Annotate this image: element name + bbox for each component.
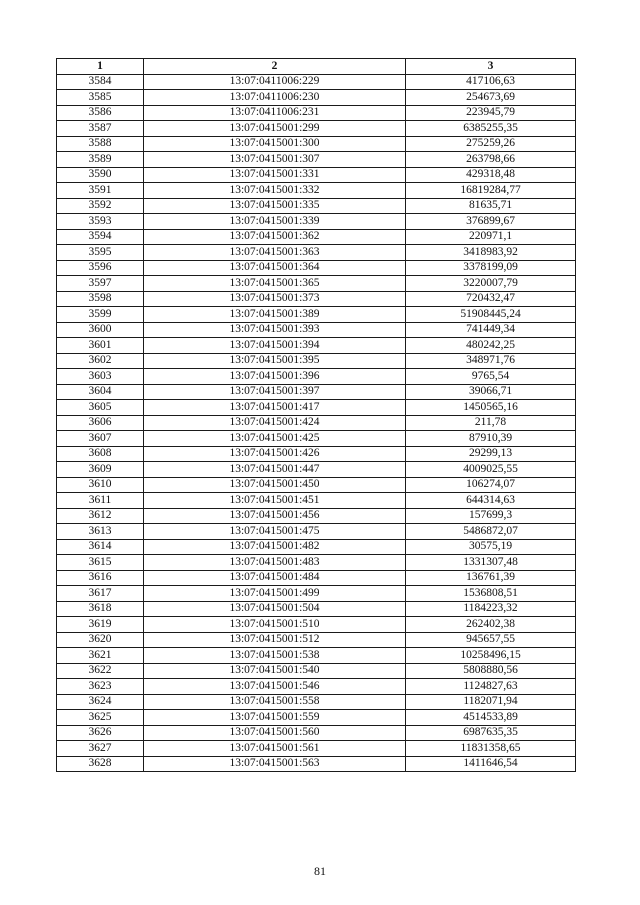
table-row [57, 555, 576, 571]
row-number-cell: 3610 [57, 477, 144, 493]
cadastral-number-cell: 13:07:0415001:546 [144, 679, 406, 695]
value-cell: 220971,1 [406, 229, 576, 245]
row-number-cell: 3618 [57, 601, 144, 617]
cadastral-number-cell: 13:07:0415001:560 [144, 725, 406, 741]
row-number-cell: 3587 [57, 121, 144, 137]
table-row [57, 338, 576, 354]
value-cell: 348971,76 [406, 353, 576, 369]
row-number-cell: 3624 [57, 694, 144, 710]
value-cell: 136761,39 [406, 570, 576, 586]
table-row [57, 415, 576, 431]
table-row [57, 632, 576, 648]
value-cell: 720432,47 [406, 291, 576, 307]
value-cell: 106274,07 [406, 477, 576, 493]
cadastral-number-cell: 13:07:0415001:504 [144, 601, 406, 617]
row-number-cell: 3622 [57, 663, 144, 679]
table-row [57, 353, 576, 369]
table-row [57, 663, 576, 679]
value-cell: 376899,67 [406, 214, 576, 230]
table-body [57, 74, 576, 772]
table-row [57, 431, 576, 447]
cadastral-number-cell: 13:07:0415001:450 [144, 477, 406, 493]
row-number-cell: 3603 [57, 369, 144, 385]
table-row [57, 198, 576, 214]
cadastral-number-cell: 13:07:0415001:332 [144, 183, 406, 199]
value-cell: 51908445,24 [406, 307, 576, 323]
cadastral-number-cell: 13:07:0415001:540 [144, 663, 406, 679]
row-number-cell: 3585 [57, 90, 144, 106]
cadastral-value-table [56, 58, 576, 772]
value-cell: 39066,71 [406, 384, 576, 400]
table-row [57, 307, 576, 323]
value-cell: 157699,3 [406, 508, 576, 524]
cadastral-number-cell: 13:07:0415001:307 [144, 152, 406, 168]
table-row [57, 446, 576, 462]
row-number-cell: 3601 [57, 338, 144, 354]
row-number-cell: 3600 [57, 322, 144, 338]
table-row [57, 493, 576, 509]
row-number-cell: 3617 [57, 586, 144, 602]
value-cell: 263798,66 [406, 152, 576, 168]
value-cell: 6385255,35 [406, 121, 576, 137]
row-number-cell: 3586 [57, 105, 144, 121]
cadastral-number-cell: 13:07:0415001:559 [144, 710, 406, 726]
table-row [57, 121, 576, 137]
row-number-cell: 3619 [57, 617, 144, 633]
value-cell: 81635,71 [406, 198, 576, 214]
cadastral-number-cell: 13:07:0411006:230 [144, 90, 406, 106]
value-cell: 1184223,32 [406, 601, 576, 617]
cadastral-number-cell: 13:07:0411006:231 [144, 105, 406, 121]
value-cell: 275259,26 [406, 136, 576, 152]
table-row [57, 741, 576, 757]
value-cell: 223945,79 [406, 105, 576, 121]
row-number-cell: 3599 [57, 307, 144, 323]
cadastral-number-cell: 13:07:0415001:483 [144, 555, 406, 571]
cadastral-number-cell: 13:07:0415001:397 [144, 384, 406, 400]
column-header-2: 2 [144, 59, 406, 75]
cadastral-number-cell: 13:07:0415001:396 [144, 369, 406, 385]
cadastral-number-cell: 13:07:0415001:510 [144, 617, 406, 633]
row-number-cell: 3597 [57, 276, 144, 292]
cadastral-number-cell: 13:07:0415001:389 [144, 307, 406, 323]
table-row [57, 679, 576, 695]
row-number-cell: 3605 [57, 400, 144, 416]
cadastral-number-cell: 13:07:0415001:394 [144, 338, 406, 354]
row-number-cell: 3596 [57, 260, 144, 276]
cadastral-number-cell: 13:07:0415001:417 [144, 400, 406, 416]
value-cell: 30575,19 [406, 539, 576, 555]
cadastral-number-cell: 13:07:0415001:424 [144, 415, 406, 431]
cadastral-number-cell: 13:07:0415001:538 [144, 648, 406, 664]
row-number-cell: 3611 [57, 493, 144, 509]
cadastral-number-cell: 13:07:0415001:425 [144, 431, 406, 447]
value-cell: 1450565,16 [406, 400, 576, 416]
table-row [57, 586, 576, 602]
row-number-cell: 3589 [57, 152, 144, 168]
cadastral-number-cell: 13:07:0415001:365 [144, 276, 406, 292]
value-cell: 1182071,94 [406, 694, 576, 710]
table-row [57, 648, 576, 664]
row-number-cell: 3594 [57, 229, 144, 245]
column-header-1: 1 [57, 59, 144, 75]
table-row [57, 105, 576, 121]
table-row [57, 214, 576, 230]
cadastral-number-cell: 13:07:0415001:456 [144, 508, 406, 524]
cadastral-number-cell: 13:07:0415001:395 [144, 353, 406, 369]
table-row [57, 400, 576, 416]
value-cell: 11831358,65 [406, 741, 576, 757]
cadastral-number-cell: 13:07:0415001:482 [144, 539, 406, 555]
row-number-cell: 3616 [57, 570, 144, 586]
table-row [57, 369, 576, 385]
table-row [57, 74, 576, 90]
value-cell: 3378199,09 [406, 260, 576, 276]
cadastral-number-cell: 13:07:0411006:229 [144, 74, 406, 90]
table-row [57, 694, 576, 710]
value-cell: 3220007,79 [406, 276, 576, 292]
row-number-cell: 3613 [57, 524, 144, 540]
row-number-cell: 3608 [57, 446, 144, 462]
row-number-cell: 3615 [57, 555, 144, 571]
value-cell: 480242,25 [406, 338, 576, 354]
cadastral-number-cell: 13:07:0415001:364 [144, 260, 406, 276]
cadastral-number-cell: 13:07:0415001:563 [144, 756, 406, 772]
cadastral-number-cell: 13:07:0415001:512 [144, 632, 406, 648]
row-number-cell: 3614 [57, 539, 144, 555]
value-cell: 29299,13 [406, 446, 576, 462]
table-row [57, 617, 576, 633]
row-number-cell: 3584 [57, 74, 144, 90]
cadastral-number-cell: 13:07:0415001:362 [144, 229, 406, 245]
row-number-cell: 3625 [57, 710, 144, 726]
row-number-cell: 3592 [57, 198, 144, 214]
row-number-cell: 3604 [57, 384, 144, 400]
table-row [57, 183, 576, 199]
row-number-cell: 3607 [57, 431, 144, 447]
page-number: 81 [314, 864, 326, 878]
cadastral-number-cell: 13:07:0415001:335 [144, 198, 406, 214]
cadastral-number-cell: 13:07:0415001:447 [144, 462, 406, 478]
value-cell: 3418983,92 [406, 245, 576, 261]
value-cell: 417106,63 [406, 74, 576, 90]
value-cell: 1331307,48 [406, 555, 576, 571]
table-row [57, 90, 576, 106]
value-cell: 429318,48 [406, 167, 576, 183]
value-cell: 945657,55 [406, 632, 576, 648]
table-row [57, 245, 576, 261]
row-number-cell: 3620 [57, 632, 144, 648]
row-number-cell: 3606 [57, 415, 144, 431]
cadastral-number-cell: 13:07:0415001:561 [144, 741, 406, 757]
cadastral-number-cell: 13:07:0415001:499 [144, 586, 406, 602]
value-cell: 9765,54 [406, 369, 576, 385]
column-header-3: 3 [406, 59, 576, 75]
row-number-cell: 3609 [57, 462, 144, 478]
value-cell: 1411646,54 [406, 756, 576, 772]
value-cell: 4514533,89 [406, 710, 576, 726]
table-row [57, 260, 576, 276]
value-cell: 5486872,07 [406, 524, 576, 540]
value-cell: 254673,69 [406, 90, 576, 106]
row-number-cell: 3626 [57, 725, 144, 741]
value-cell: 1124827,63 [406, 679, 576, 695]
value-cell: 4009025,55 [406, 462, 576, 478]
cadastral-number-cell: 13:07:0415001:331 [144, 167, 406, 183]
table-row [57, 462, 576, 478]
value-cell: 211,78 [406, 415, 576, 431]
value-cell: 644314,63 [406, 493, 576, 509]
row-number-cell: 3628 [57, 756, 144, 772]
cadastral-number-cell: 13:07:0415001:393 [144, 322, 406, 338]
row-number-cell: 3627 [57, 741, 144, 757]
table-row [57, 384, 576, 400]
value-cell: 16819284,77 [406, 183, 576, 199]
row-number-cell: 3593 [57, 214, 144, 230]
table-row [57, 539, 576, 555]
value-cell: 1536808,51 [406, 586, 576, 602]
value-cell: 6987635,35 [406, 725, 576, 741]
row-number-cell: 3590 [57, 167, 144, 183]
row-number-cell: 3595 [57, 245, 144, 261]
table-row [57, 601, 576, 617]
value-cell: 262402,38 [406, 617, 576, 633]
cadastral-number-cell: 13:07:0415001:484 [144, 570, 406, 586]
row-number-cell: 3623 [57, 679, 144, 695]
row-number-cell: 3621 [57, 648, 144, 664]
cadastral-number-cell: 13:07:0415001:475 [144, 524, 406, 540]
table-row [57, 276, 576, 292]
cadastral-number-cell: 13:07:0415001:299 [144, 121, 406, 137]
cadastral-number-cell: 13:07:0415001:426 [144, 446, 406, 462]
value-cell: 10258496,15 [406, 648, 576, 664]
row-number-cell: 3591 [57, 183, 144, 199]
cadastral-number-cell: 13:07:0415001:363 [144, 245, 406, 261]
value-cell: 5808880,56 [406, 663, 576, 679]
table-row [57, 570, 576, 586]
table-row [57, 229, 576, 245]
table-row [57, 508, 576, 524]
table-row [57, 710, 576, 726]
row-number-cell: 3588 [57, 136, 144, 152]
cadastral-number-cell: 13:07:0415001:300 [144, 136, 406, 152]
cadastral-number-cell: 13:07:0415001:339 [144, 214, 406, 230]
table-row [57, 291, 576, 307]
table-row [57, 524, 576, 540]
cadastral-number-cell: 13:07:0415001:373 [144, 291, 406, 307]
table-row [57, 725, 576, 741]
row-number-cell: 3598 [57, 291, 144, 307]
row-number-cell: 3612 [57, 508, 144, 524]
value-cell: 87910,39 [406, 431, 576, 447]
value-cell: 741449,34 [406, 322, 576, 338]
table-row [57, 152, 576, 168]
row-number-cell: 3602 [57, 353, 144, 369]
table-row [57, 756, 576, 772]
table-row [57, 322, 576, 338]
table-row [57, 167, 576, 183]
cadastral-number-cell: 13:07:0415001:451 [144, 493, 406, 509]
table-header-row [57, 59, 576, 75]
table-row [57, 136, 576, 152]
table-row [57, 477, 576, 493]
cadastral-number-cell: 13:07:0415001:558 [144, 694, 406, 710]
